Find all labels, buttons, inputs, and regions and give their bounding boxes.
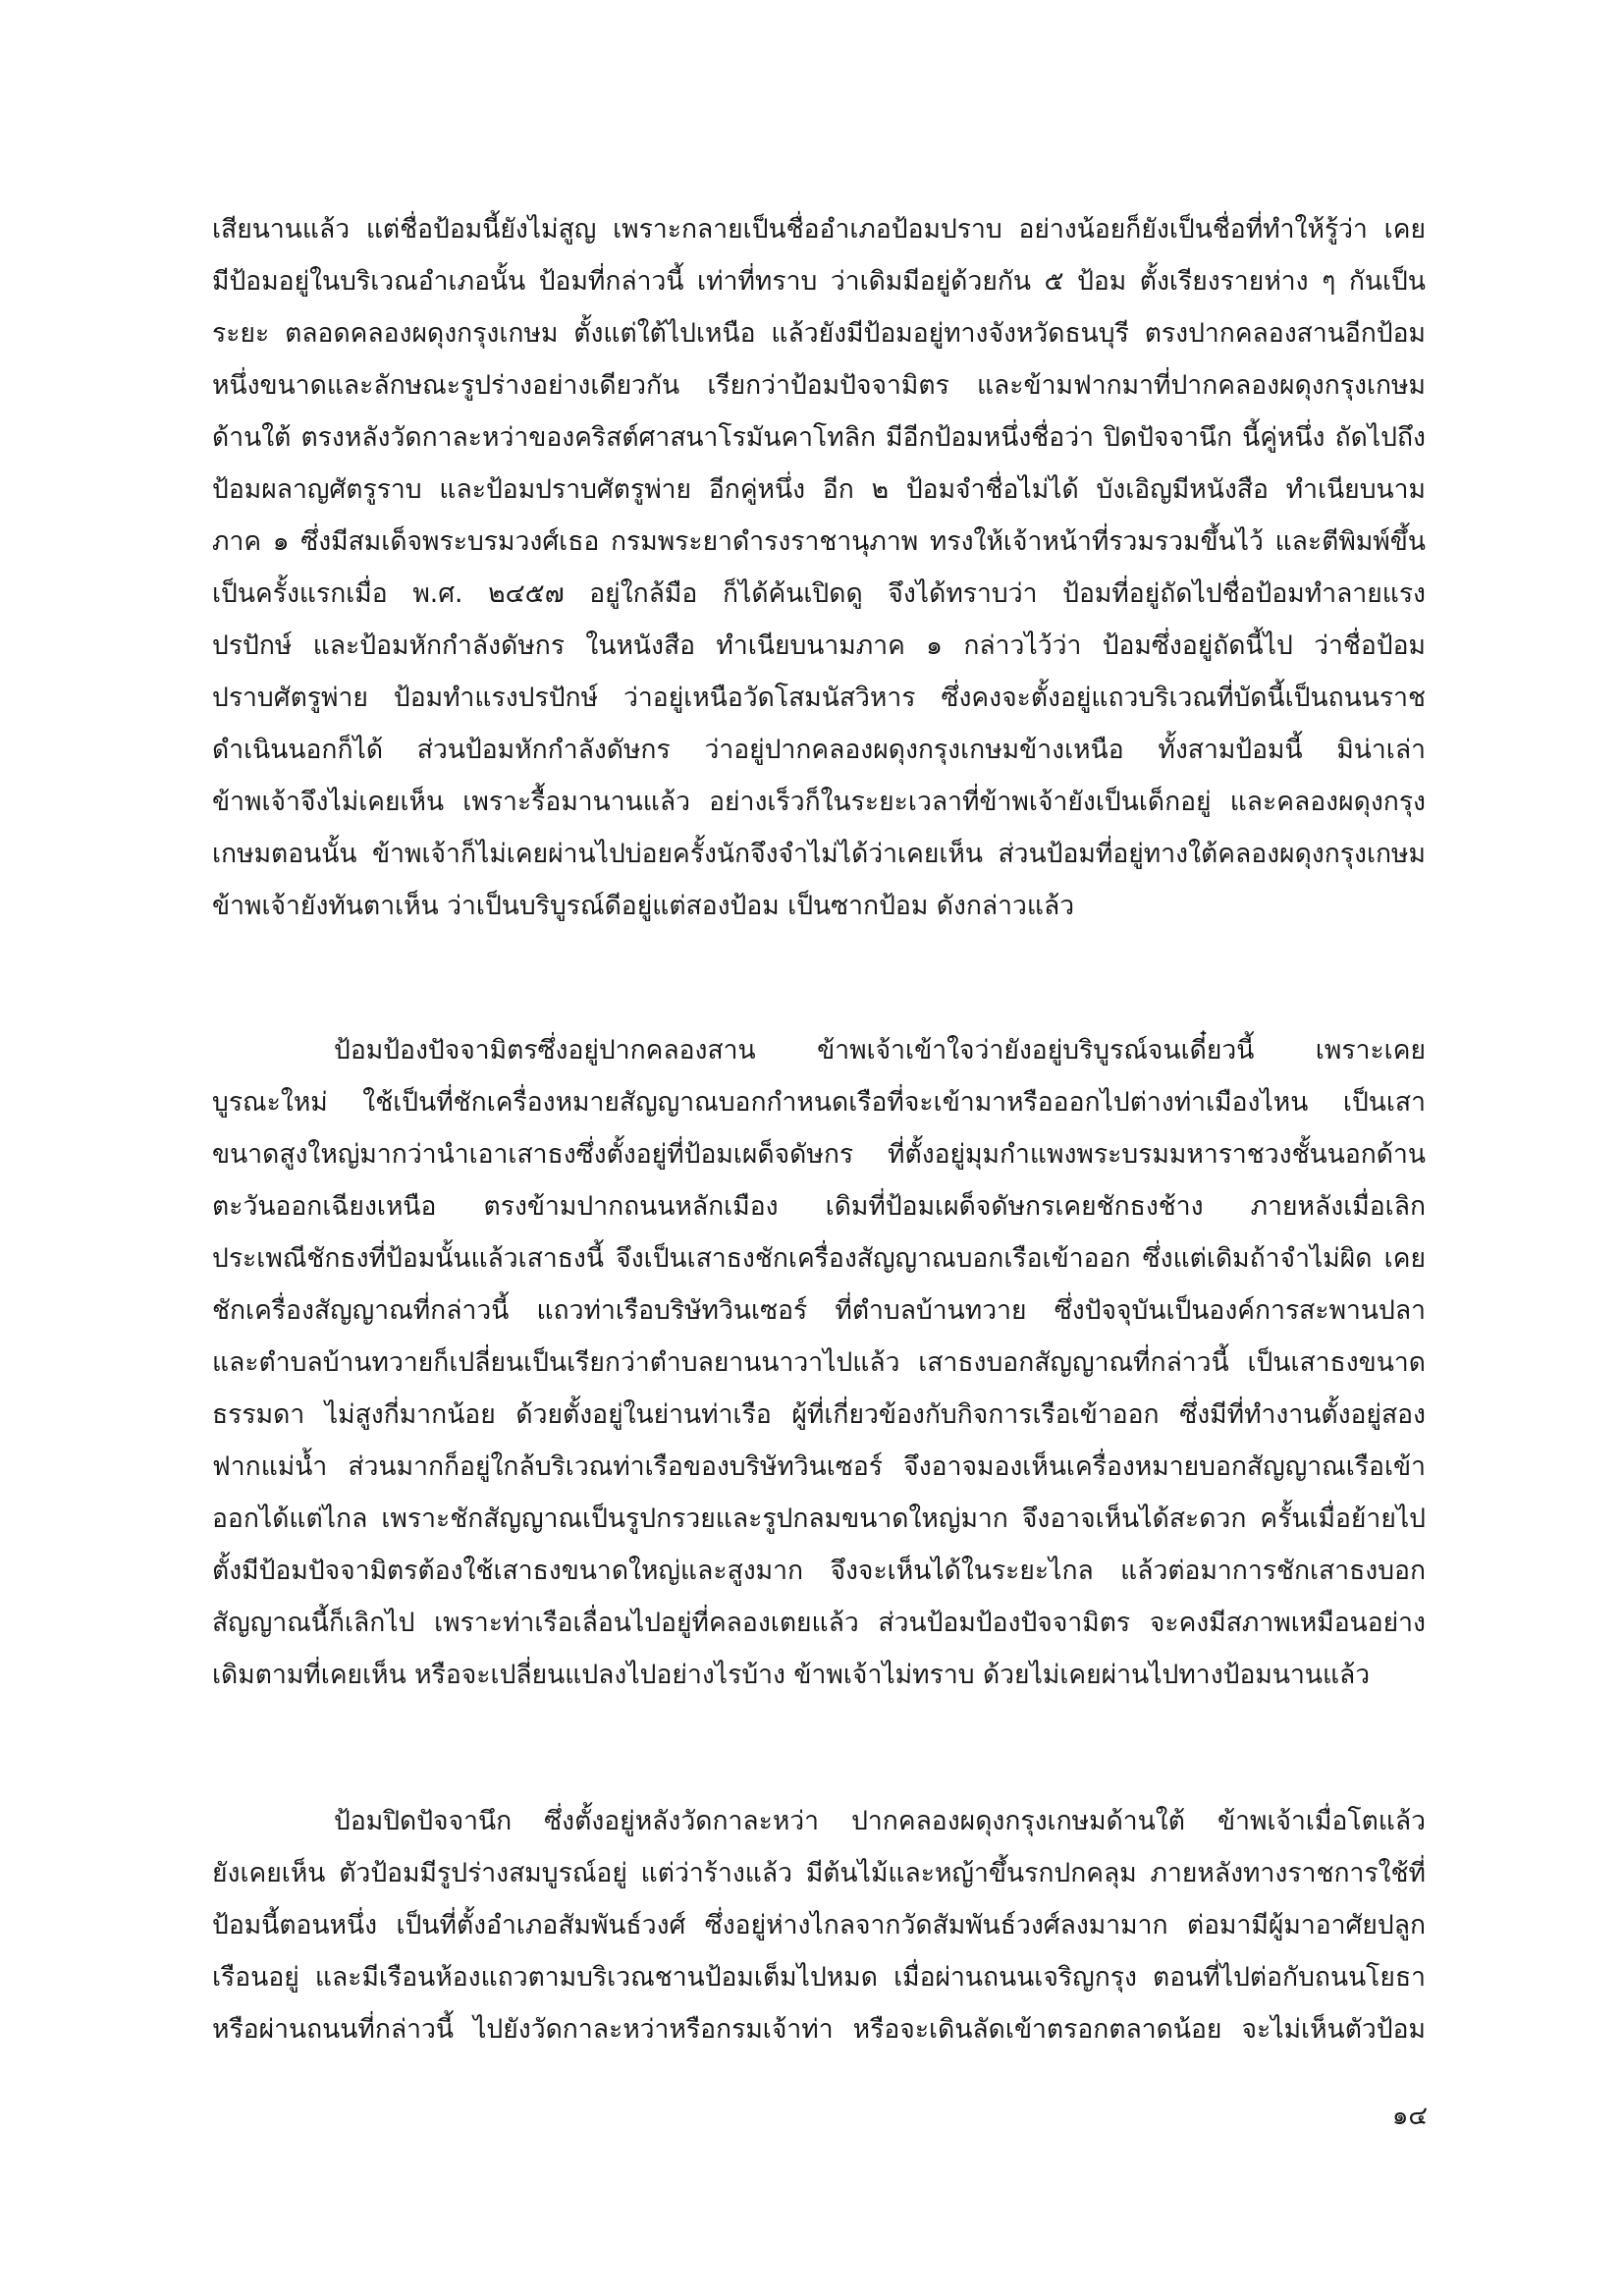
paragraph-line: ขนาดสูงใหญ่มากว่านำเอาเสาธงซึ่งตั้งอยู่ที่ป้อมเผด็จดัษกร ที่ตั้งอยู่มุมกำแพงพระบรมมหาราชวงชั้นนอกด้าน: [212, 1139, 1426, 1170]
paragraph-line: หนึ่งขนาดและลักษณะรูปร่างอย่างเดียวกัน เรียกว่าป้อมปัจจามิตร และข้ามฟากมาที่ปากคลองผดุงกรุงเกษม: [212, 370, 1426, 401]
paragraph-line: ข้าพเจ้ายังทันตาเห็น ว่าเป็นบริบูรณ์ดีอยู่แต่สองป้อม เป็นซากป้อม ดังกล่าวแล้ว: [212, 891, 1075, 921]
paragraph-line: ป้อมป้องปัจจามิตรซึ่งอยู่ปากคลองสาน ข้าพเจ้าเข้าใจว่ายังอยู่บริบูรณ์จนเดี๋ยวนี้ เพราะเคย: [334, 1035, 1426, 1066]
paragraph-line: ตั้งมีป้อมปัจจามิตรต้องใช้เสาธงขนาดใหญ่และสูงมาก จึงจะเห็นได้ในระยะไกล แล้วต่อมาการชักเสาธงบอก: [212, 1556, 1426, 1586]
paragraph-line: บูรณะใหม่ ใช้เป็นที่ชักเครื่องหมายสัญญาณบอกกำหนดเรือที่จะเข้ามาหรือออกไปต่างท่าเมืองไหน เป็นเสา: [212, 1087, 1426, 1118]
paragraph-line: ดำเนินนอกก็ได้ ส่วนป้อมหักกำลังดัษกร ว่าอยู่ปากคลองผดุงกรุงเกษมข้างเหนือ ทั้งสามป้อมนี้ มิน่าเล่า: [212, 735, 1426, 765]
paragraph-line: ประเพณีชักธงที่ป้อมนั้นแล้วเสาธงนี้ จึงเป็นเสาธงชักเครื่องสัญญาณบอกเรือเข้าออก ซึ่งแต่เดิมถ้าจำไม่ผิด เคย: [212, 1243, 1426, 1274]
paragraph-line: ภาค ๑ ซึ่งมีสมเด็จพระบรมวงศ์เธอ กรมพระยาดำรงราชานุภาพ ทรงให้เจ้าหน้าที่รวมรวมขึ้นไว้ และตีพิมพ์ขึ้น: [212, 526, 1426, 557]
paragraph-line: ป้อมปิดปัจจานึก ซึ่งตั้งอยู่หลังวัดกาละหว่า ปากคลองผดุงกรุงเกษมด้านใต้ ข้าพเจ้าเมื่อโตแล้ว: [334, 1806, 1426, 1836]
paragraph-line: สัญญาณนี้ก็เลิกไป เพราะท่าเรือเลื่อนไปอยู่ที่คลองเตยแล้ว ส่วนป้อมป้องปัจจามิตร จะคงมีสภาพเหมือนอย่าง: [212, 1608, 1426, 1638]
paragraph-line: ป้อมผลาญศัตรูราบ และป้อมปราบศัตรูพ่าย อีกคู่หนึ่ง อีก ๒ ป้อมจำชื่อไม่ได้ บังเอิญมีหนังสือ ทำเนียบนาม: [212, 474, 1426, 505]
paragraph-line: หรือผ่านถนนที่กล่าวนี้ ไปยังวัดกาละหว่าหรือกรมเจ้าท่า หรือจะเดินลัดเข้าตรอกตลาดน้อย จะไม่เห็นตัวป้อม: [212, 2014, 1426, 2045]
paragraph-line: ออกได้แต่ไกล เพราะชักสัญญาณเป็นรูปกรวยและรูปกลมขนาดใหญ่มาก จึงอาจเห็นได้สะดวก ครั้นเมื่อย้ายไป: [212, 1503, 1426, 1534]
paragraph-line: ป้อมนี้ตอนหนึ่ง เป็นที่ตั้งอำเภอสัมพันธ์วงศ์ ซึ่งอยู่ห่างไกลจากวัดสัมพันธ์วงศ์ลงมามาก ต่อมามีผู้มาอาศัยปลูก: [212, 1910, 1426, 1941]
paragraph-line: เป็นครั้งแรกเมื่อ พ.ศ. ๒๔๕๗ อยู่ใกล้มือ ก็ได้ค้นเปิดดู จึงได้ทราบว่า ป้อมที่อยู่ถัดไปชื่อป้อมทำลายแรง: [212, 578, 1426, 609]
paragraph-line: ปราบศัตรูพ่าย ป้อมทำแรงปรปักษ์ ว่าอยู่เหนือวัดโสมนัสวิหาร ซึ่งคงจะตั้งอยู่แถวบริเวณที่บัดนี้เป็นถนนราช: [212, 683, 1426, 713]
paragraph-line: ตะวันออกเฉียงเหนือ ตรงข้ามปากถนนหลักเมือง เดิมที่ป้อมเผด็จดัษกรเคยชักธงช้าง ภายหลังเมื่อเลิก: [212, 1191, 1426, 1222]
paragraph-line: ยังเคยเห็น ตัวป้อมมีรูปร่างสมบูรณ์อยู่ แต่ว่าร้างแล้ว มีต้นไม้และหญ้าขึ้นรกปกคลุม ภายหลังทางราชการใช้ที่: [212, 1858, 1426, 1888]
paragraph-line: ปรปักษ์ และป้อมหักกำลังดัษกร ในหนังสือ ทำเนียบนามภาค ๑ กล่าวไว้ว่า ป้อมซึ่งอยู่ถัดนี้ไป ว่าชื่อป้อม: [212, 630, 1426, 661]
paragraph-3: [212, 1795, 1426, 2055]
paragraph-line: ระยะ ตลอดคลองผดุงกรุงเกษม ตั้งแต่ใต้ไปเหนือ แล้วยังมีป้อมอยู่ทางจังหวัดธนบุรี ตรงปากคลองสานอีกป้อม: [212, 318, 1426, 349]
paragraph-line: เดิมตามที่เคยเห็น หรือจะเปลี่ยนแปลงไปอย่างไรบ้าง ข้าพเจ้าไม่ทราบ ด้วยไม่เคยผ่านไปทางป้อมนานแล้ว: [212, 1660, 1371, 1690]
paragraph-line: มีป้อมอยู่ในบริเวณอำเภอนั้น ป้อมที่กล่าวนี้ เท่าที่ทราบ ว่าเดิมมีอยู่ด้วยกัน ๕ ป้อม ตั้งเรียงรายห่าง ๆ กันเป็น: [212, 266, 1426, 297]
page-number: ๑๔: [1391, 2102, 1428, 2131]
paragraph-line: ชักเครื่องสัญญาณที่กล่าวนี้ แถวท่าเรือบริษัทวินเซอร์ ที่ตำบลบ้านทวาย ซึ่งปัจจุบันเป็นองค์การสะพานปลา: [212, 1295, 1426, 1326]
paragraph-line: เสียนานแล้ว แต่ชื่อป้อมนี้ยังไม่สูญ เพราะกลายเป็นชื่ออำเภอป้อมปราบ อย่างน้อยก็ยังเป็นชื่อที่ทำให้รู้ว่า เคย: [212, 214, 1426, 245]
paragraph-line: เกษมตอนนั้น ข้าพเจ้าก็ไม่เคยผ่านไปบ่อยครั้งนักจึงจำไม่ได้ว่าเคยเห็น ส่วนป้อมที่อยู่ทางใต้คลองผดุงกรุงเกษม: [212, 839, 1426, 869]
paragraph-line: ธรรมดา ไม่สูงกี่มากน้อย ด้วยตั้งอยู่ในย่านท่าเรือ ผู้ที่เกี่ยวข้องกับกิจการเรือเข้าออก ซึ่งมีที่ทำงานตั้งอยู่สอง: [212, 1399, 1426, 1430]
paragraph-line: ฟากแม่น้ำ ส่วนมากก็อยู่ใกล้บริเวณท่าเรือของบริษัทวินเซอร์ จึงอาจมองเห็นเครื่องหมายบอกสัญญาณเรือเข้า: [212, 1451, 1426, 1482]
paragraph-line: และตำบลบ้านทวายก็เปลี่ยนเป็นเรียกว่าตำบลยานนาวาไปแล้ว เสาธงบอกสัญญาณที่กล่าวนี้ เป็นเสาธงขนาด: [212, 1347, 1426, 1378]
paragraph-1: [212, 203, 1426, 932]
paragraph-line: ข้าพเจ้าจึงไม่เคยเห็น เพราะรื้อมานานแล้ว อย่างเร็วก็ในระยะเวลาที่ข้าพเจ้ายังเป็นเด็กอยู่ และคลองผดุงกรุง: [212, 787, 1426, 817]
paragraph-line: เรือนอยู่ และมีเรือนห้องแถวตามบริเวณชานป้อมเต็มไปหมด เมื่อผ่านถนนเจริญกรุง ตอนที่ไปต่อกับถนนโยธา: [212, 1962, 1426, 1993]
paragraph-2: [212, 1024, 1426, 1701]
paragraph-line: ด้านใต้ ตรงหลังวัดกาละหว่าของคริสต์ศาสนาโรมันคาโทลิก มีอีกป้อมหนึ่งชื่อว่า ปิดปัจจานึก นี้คู่หนึ่ง ถัดไปถึง: [212, 422, 1426, 453]
